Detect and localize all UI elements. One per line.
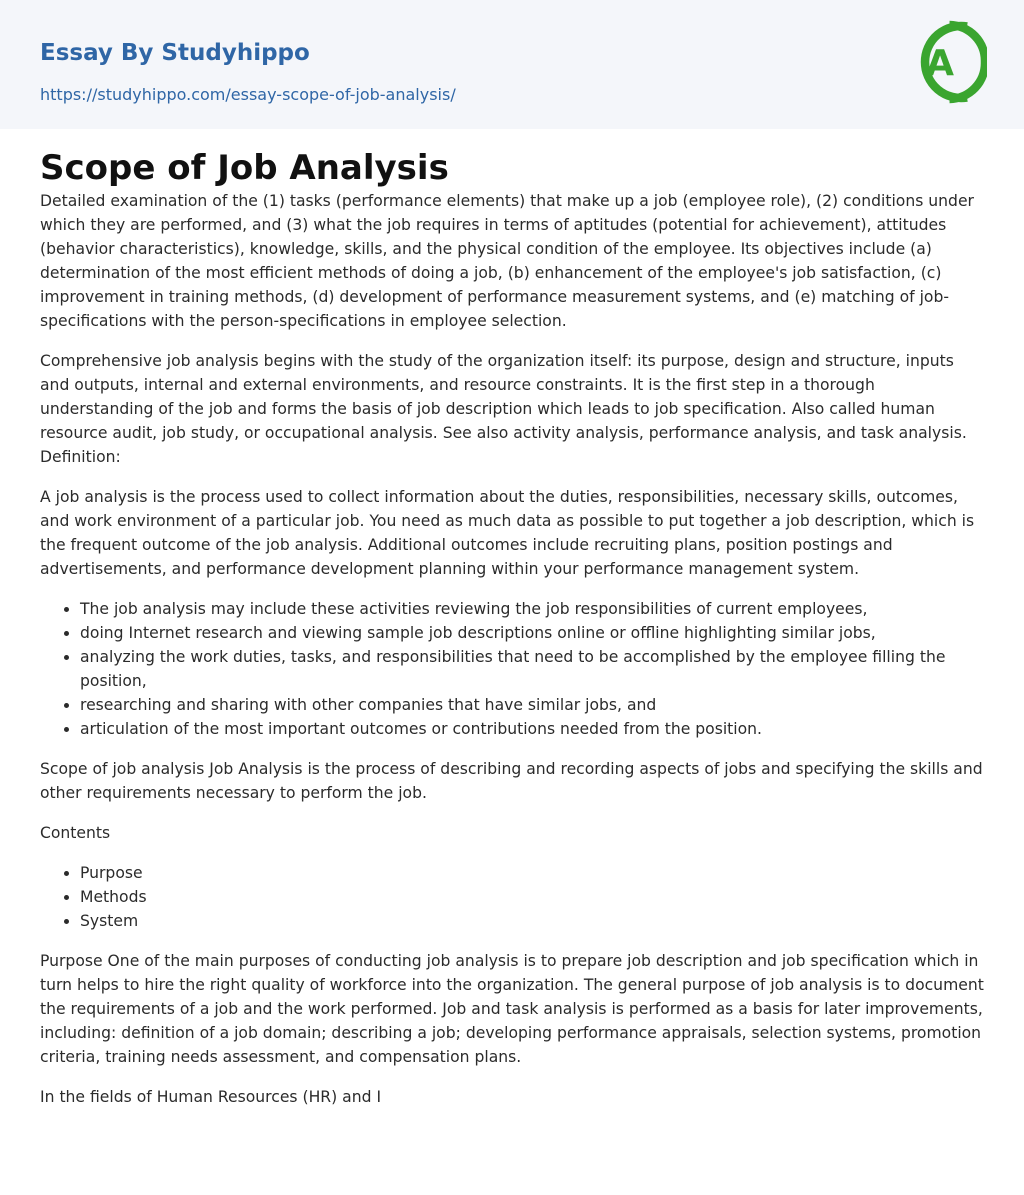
list-item: • Purpose [80, 861, 984, 885]
essay-url-link[interactable]: https://studyhippo.com/essay-scope-of-job-analysis/ [40, 85, 456, 104]
paragraph-scope: Scope of job analysis Job Analysis is the process of describing and recording aspects of jobs and specifying the skills and other requirements necessary to perform the job. [40, 760, 983, 802]
studyhippo-logo-icon[interactable] [911, 18, 987, 106]
paragraph-intro: Detailed examination of the (1) tasks (performance elements) that make up a job (employee role), (2) conditions under which they are performed, and (3) what the job requires in terms of aptitudes (potential for achievement), attitudes (behavior characteristics), knowledge, skills, and the physical condition of the employee. Its objectives include (a) determination of the most efficient methods of doing a job, (b) enhancement of the employee's job satisfaction, (c) improvement in training methods, (d) development of performance measurement systems, and (e) matching of job-specifications with the person-specifications in employee selection. [40, 192, 974, 330]
list-item: • System [80, 909, 984, 933]
paragraph-purpose: Purpose One of the main purposes of conducting job analysis is to prepare job description and job specification which in turn helps to hire the right quality of workforce into the organization. The general purpose of job analysis is to document the requirements of a job and the work performed. Job and task analysis is performed as a basis for later improvements, including: definition of a job domain; describing a job; developing performance appraisals, selection systems, promotion criteria, training needs assessment, and compensation plans. [40, 952, 984, 1066]
list-item: • doing Internet research and viewing sample job descriptions online or offline highlighting similar jobs, [80, 621, 984, 645]
page-title: Scope of Job Analysis [40, 148, 449, 188]
paragraph-definition: A job analysis is the process used to collect information about the duties, responsibilities, necessary skills, outcomes, and work environment of a particular job. You need as much data as possible to put together a job description, which is the frequent outcome of the job analysis. Additional outcomes include recruiting plans, position postings and advertisements, and performance development planning within your performance management system. [40, 488, 975, 578]
site-brand[interactable]: Essay By Studyhippo [40, 40, 310, 66]
list-item: • articulation of the most important outcomes or contributions needed from the position. [80, 717, 984, 741]
list-item: • analyzing the work duties, tasks, and responsibilities that need to be accomplished by the employee filling the position, [80, 645, 984, 693]
list-item: • The job analysis may include these activities reviewing the job responsibilities of current employees, [80, 597, 984, 621]
paragraph-comprehensive: Comprehensive job analysis begins with the study of the organization itself: its purpose, design and structure, inputs and outputs, internal and external environments, and resource constraints. It is the first step in a thorough understanding of the job and forms the basis of job description which leads to job specification. Also called human resource audit, job study, or occupational analysis. See also activity analysis, performance analysis, and task analysis. Definition: [40, 352, 967, 466]
site-header [0, 0, 1024, 129]
list-item: • researching and sharing with other companies that have similar jobs, and [80, 693, 984, 717]
logo-letter: A [926, 43, 954, 84]
contents-list [40, 861, 984, 933]
contents-heading: Contents [40, 824, 111, 842]
list-item: • Methods [80, 885, 984, 909]
paragraph-truncated: In the fields of Human Resources (HR) and I [40, 1088, 382, 1106]
activities-list [40, 597, 984, 741]
article-body [0, 129, 1024, 1109]
